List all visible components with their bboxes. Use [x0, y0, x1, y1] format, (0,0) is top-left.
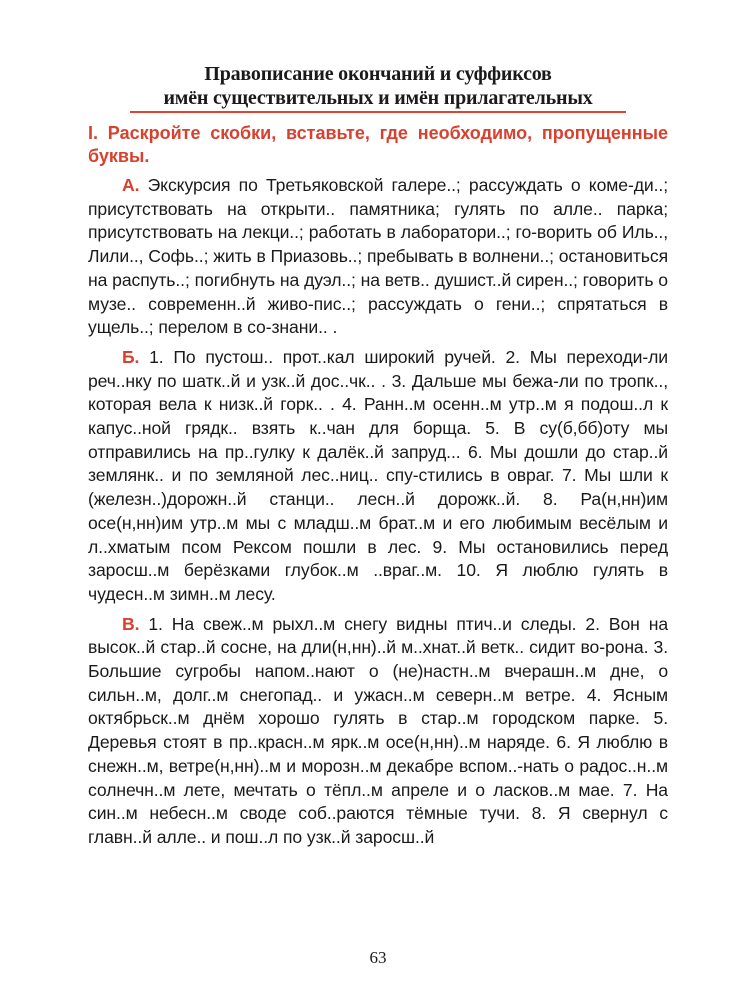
exercise-section-a: [88, 174, 668, 340]
section-a-marker: А.: [122, 175, 140, 195]
section-b-marker: Б.: [122, 346, 140, 367]
page-number: 63: [369, 948, 387, 967]
title-line-2: имён существительных и имён прилагательных: [163, 87, 593, 109]
section-b-text: 1. По пустош.. прот..кал широкий ручей. 2. Мы переходи-ли реч..нку по шатк..й и узк..й дос..чк.. . 3. Дальше мы бежа-ли по тропк.., которая вела к низк..й горк.. . 4. Ранн..м осенн..м утр..м я подош..л к капус..ной грядк.. взять к..чан для борща. 5. В су(б,бб)оту мы отправились на пр..гулку к далёк..й запруд... 6. Мы дошли до стар..й землянк.. и по земляной лес..ниц.. спу-стились в овраг. 7. Мы шли к (железн..)дорожн..й станци.. лесн..й дорожк..й. 8. Ра(н,нн)им осе(н,нн)им утр..м мы с младш..м брат..м и его любимым весёлым и л..хматым псом Рексом пошли в лес. 9. Мы остановились перед заросш..м берёзками глубок..м ..враг..м. 10. Я люблю гулять в чудесн..м зимн..м лесу.: [88, 346, 668, 604]
section-c-text: 1. На свеж..м рыхл..м снегу видны птич..и следы. 2. Вон на высок..й стар..й сосне, на дли(н,нн)..й м..хнат..й ветк.. сидит во-рона. 3. Большие сугробы напом..нают о (не)настн..м вчерашн..м дне, о сильн..м, долг..м снегопад.. и ужасн..м северн..м ветре. 4. Ясным октябрьск..м днём хорошо гулять в стар..м городском парке. 5. Деревья стоят в пр..красн..м ярк..м осе(н,нн)..м наряде. 6. Я люблю в снежн..м, ветре(н,нн)..м и морозн..м декабре вспом..-нать о радос..н..м солнечн..м лете, мечтать о тёпл..м апреле и о ласков..м мае. 7. На син..м небесн..м своде соб..раются тёмные тучи. 8. Я свернул с главн..й алле.. и пош..л по узк..й заросш..й: [88, 613, 669, 847]
page-title: [88, 62, 668, 110]
exercise-section-c: [88, 613, 668, 850]
title-line-1: Правописание окончаний и суффиксов: [204, 63, 552, 85]
section-c-marker: В.: [122, 613, 140, 634]
section-a-text: Экскурсия по Третьяковской галере..; рассуждать о коме-ди..; присутствовать на открыти.. памятника; гулять по алле.. парка; присутствовать на лекци..; работать в лаборатори..; го-ворить об Иль.., Лили.., Софь..; жить в Приазовь..; пребывать в волнени..; остановиться на распуть..; погибнуть на дуэл..; на ветв.. душист..й сирен..; говорить о музе.. современн..й живо-пис..; рассуждать о гени..; спрятаться в ущель..; перелом в со-знани.. .: [88, 175, 668, 338]
exercise-section-b: [88, 346, 668, 607]
title-underline: [130, 111, 626, 113]
task-instruction: I. Раскройте скобки, вставьте, где необходимо, пропущенные буквы.: [88, 123, 668, 166]
